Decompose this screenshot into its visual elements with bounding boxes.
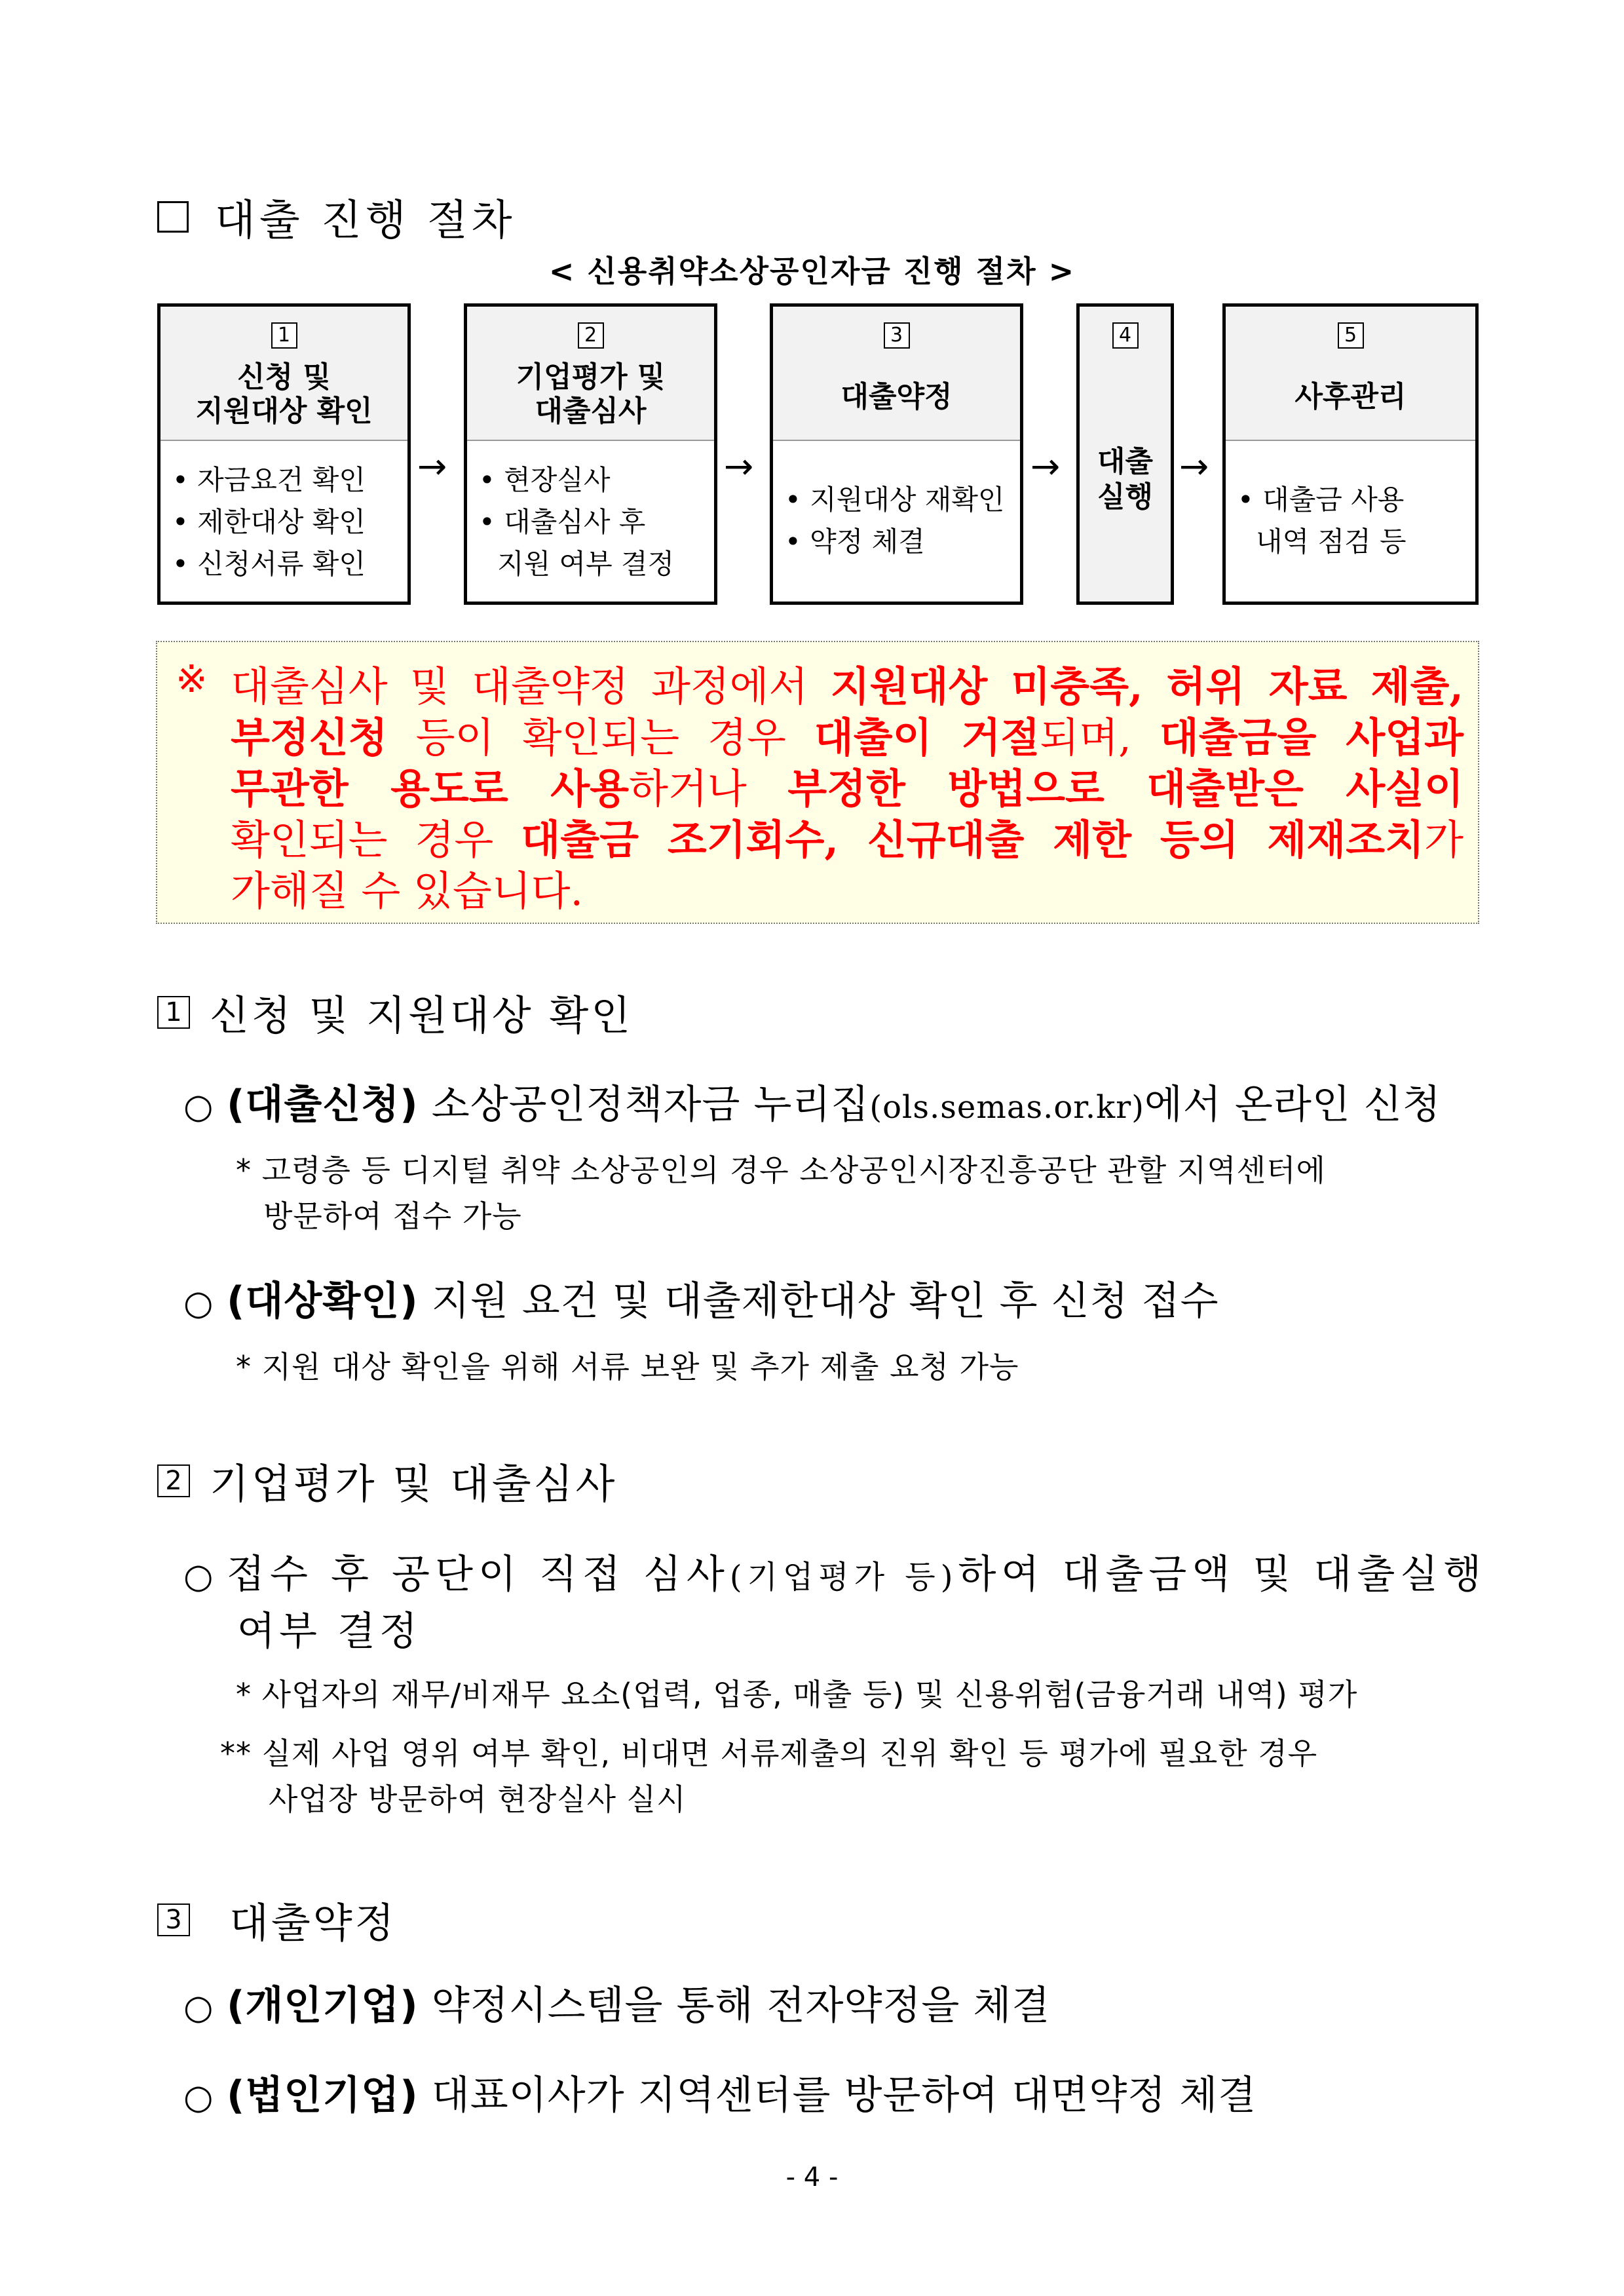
sec3-bullet-2: ○ (법인기업) 대표이사가 지역센터를 방문하여 대면약정 체결 [183,2073,1257,2118]
warning-line: 무관한 용도로 사용하거나 부정한 방법으로 대출받은 사실이 [231,765,1464,813]
circle-bullet-icon: ○ [183,1087,214,1126]
list-item: 내역 점검 등 [1256,526,1407,558]
circle-bullet-icon: ○ [183,1988,214,2027]
sec1-note-1: * 고령층 등 디지털 취약 소상공인의 경우 소상공인시장진흥공단 관할 지역센터에 [236,1153,1326,1188]
sec2-note-1: * 사업자의 재무/비재무 요소(업력, 업종, 매출 등) 및 신용위험(금융거래 내역) 평가 [236,1677,1358,1712]
flow-step-2: 2 기업평가 및 대출심사 • 현장실사 • 대출심사 후 지원 여부 결정 [464,303,717,605]
sec1-bullet-1: ○ (대출신청) 소상공인정책자금 누리집(ols.semas.or.kr)에서 온라인 신청 [183,1082,1441,1128]
reference-mark-icon: ※ [176,657,208,701]
sec2-note-2-cont: 사업장 방문하여 현장실사 실시 [269,1782,687,1817]
warning-line: 대출심사 및 대출약정 과정에서 지원대상 미충족, 허위 자료 제출, [231,662,1463,710]
step-number: 2 [578,322,604,349]
section-3-heading: 3 대출약정 [157,1890,397,1949]
list-item: • 자금요건 확인 [172,464,366,496]
circle-bullet-icon: ○ [183,1284,214,1323]
flow-step-1: 1 신청 및 지원대상 확인 • 자금요건 확인 • 제한대상 확인 • 신청서류 확인 [157,303,411,605]
warning-line: 가해질 수 있습니다. [231,867,584,915]
step-number: 1 [271,322,297,349]
flow-step-4: 4 대출 실행 [1076,303,1174,605]
list-item: 지원 여부 결정 [497,548,675,580]
page-number: - 4 - [785,2162,839,2192]
list-item: • 제한대상 확인 [172,506,366,538]
step-number: 4 [1112,322,1139,349]
section-2-heading: 2 기업평가 및 대출심사 [157,1451,617,1510]
step-number: 3 [884,322,910,349]
section-number: 3 [157,1904,190,1936]
checkbox-square-icon [157,201,189,233]
flow-step-3: 3 대출약정 • 지원대상 재확인 • 약정 체결 [770,303,1023,605]
arrow-right-icon: → [724,446,754,487]
list-item: • 약정 체결 [785,526,925,558]
circle-bullet-icon: ○ [183,1557,219,1596]
warning-line: 확인되는 경우 대출금 조기회수, 신규대출 제한 등의 제재조치가 [231,816,1463,864]
warning-line: 부정신청 등이 확인되는 경우 대출이 거절되며, 대출금을 사업과 [231,714,1464,761]
list-item: • 대출금 사용 [1237,484,1405,516]
section-title: 대출 진행 절차 [157,187,516,247]
circle-bullet-icon: ○ [183,2078,214,2117]
section-number: 2 [157,1464,190,1497]
arrow-right-icon: → [417,446,447,487]
list-item: • 현장실사 [479,464,611,496]
list-item: • 대출심사 후 [479,506,646,538]
warning-box [156,641,1479,924]
list-item: • 지원대상 재확인 [785,484,1005,516]
arrow-right-icon: → [1179,446,1209,487]
sec2-note-2: ** 실제 사업 영위 여부 확인, 비대면 서류제출의 진위 확인 등 평가에 필요한 경우 [220,1736,1318,1771]
list-item: • 신청서류 확인 [172,548,366,580]
sec1-note-2: * 지원 대상 확인을 위해 서류 보완 및 추가 제출 요청 가능 [236,1349,1019,1385]
flow-caption: < 신용취약소상공인자금 진행 절차 > [548,254,1076,289]
section-1-heading: 1 신청 및 지원대상 확인 [157,983,633,1041]
sec3-bullet-1: ○ (개인기업) 약정시스템을 통해 전자약정을 체결 [183,1983,1051,2029]
arrow-right-icon: → [1030,446,1061,487]
step-number: 5 [1338,322,1364,349]
section-number: 1 [157,996,190,1029]
sec2-bullet-1-cont: 여부 결정 [237,1609,421,1655]
sec1-note-1-cont: 방문하여 접수 가능 [263,1198,522,1234]
sec1-bullet-2: ○ (대상확인) 지원 요건 및 대출제한대상 확인 후 신청 접수 [183,1278,1219,1324]
sec2-bullet-1: ○ 접수 후 공단이 직접 심사(기업평가 등)하여 대출금액 및 대출실행 [183,1552,1487,1598]
flow-step-5: 5 사후관리 • 대출금 사용 내역 점검 등 [1222,303,1479,605]
